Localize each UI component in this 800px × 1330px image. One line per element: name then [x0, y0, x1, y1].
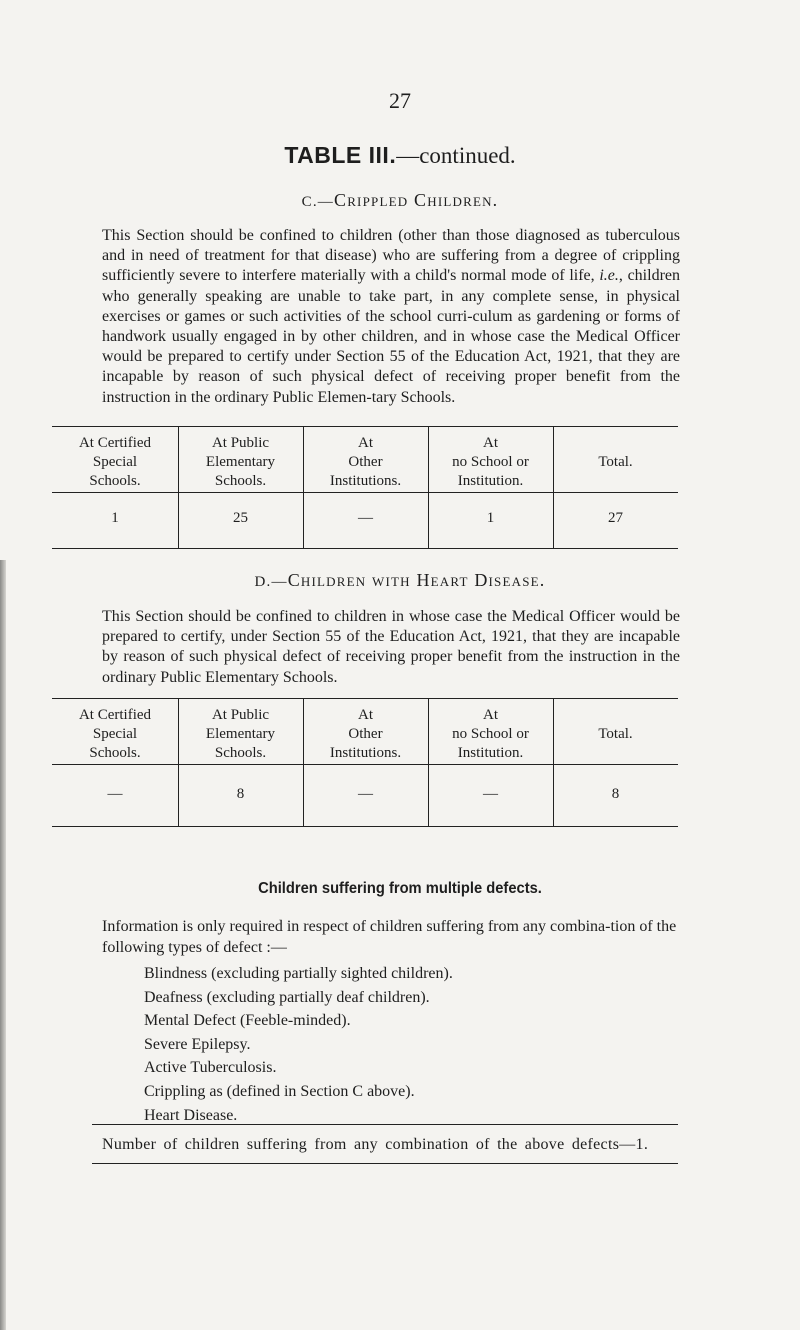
- section-c-text-part-1: This Section should be confined to children (other than those diagnosed as tuberculous and in need of treatment for that disease) who are suffering from a degree of crippling sufficiently severe to interfere materially with a child's normal mode of life,: [102, 227, 680, 285]
- table-heading: [0, 142, 800, 169]
- table-cell: 1: [111, 510, 119, 526]
- header-line: At: [483, 435, 498, 451]
- header-line: Other: [348, 454, 383, 470]
- defect-list: [144, 962, 453, 1127]
- table-cell: 27: [608, 510, 623, 526]
- scan-edge-shadow: [0, 560, 6, 1330]
- section-c-prefix: C.—: [301, 194, 334, 210]
- header-line: no School or: [452, 454, 529, 470]
- section-d-paragraph: This Section should be confined to children in whose case the Medical Officer would be prepared to certify, under Section 55 of the Education Act, 1921, that they are incapable by reason of such physical defect of receiving proper benefit from the instruction in the ordinary Public Elementary Schools.: [102, 608, 680, 686]
- multiple-defects-summary: Number of children suffering from any combination of the above defects—1.: [102, 1136, 649, 1153]
- page-number: 27: [389, 88, 411, 113]
- header-line: At: [358, 707, 373, 723]
- column-header-certified-special: [52, 706, 178, 763]
- section-d-table: [52, 698, 678, 828]
- table-cell: 25: [233, 510, 248, 526]
- column-header-certified-special: [52, 434, 178, 491]
- header-line: Institutions.: [329, 473, 402, 489]
- column-header-no-school: [428, 706, 553, 763]
- section-d-prefix: D.—: [254, 574, 288, 590]
- table-bottom-rule: [52, 548, 678, 549]
- table-divider: [553, 426, 554, 548]
- section-d-heading: [0, 570, 800, 591]
- header-line: Total.: [598, 454, 633, 470]
- list-item: Crippling as (defined in Section C above).: [144, 1082, 415, 1100]
- header-line: At: [483, 707, 498, 723]
- column-header-total: [553, 725, 678, 744]
- section-c-text-ie: i.e.: [599, 267, 619, 285]
- table-divider: [553, 698, 554, 826]
- table-cell: 8: [236, 786, 245, 802]
- header-line: Schools.: [214, 745, 267, 761]
- list-item: Severe Epilepsy.: [144, 1035, 251, 1053]
- multiple-defects-intro: [102, 916, 680, 958]
- table-cell: 8: [611, 786, 620, 802]
- header-line: At: [358, 435, 373, 451]
- list-item: Mental Defect (Feeble-minded).: [144, 1012, 351, 1030]
- section-d-title: Children with Heart Disease.: [287, 570, 546, 590]
- table-header-rule: [52, 764, 678, 765]
- column-header-public-elementary: [178, 706, 303, 763]
- header-line: Special: [92, 726, 138, 742]
- summary-top-rule: [92, 1124, 678, 1125]
- header-line: Schools.: [214, 473, 267, 489]
- column-header-no-school: [428, 434, 553, 491]
- list-item: Deafness (excluding partially deaf children).: [144, 988, 430, 1006]
- header-line: Institution.: [457, 473, 524, 489]
- header-line: Schools.: [89, 745, 141, 761]
- section-c-heading: [0, 190, 800, 211]
- column-header-other-institutions: [303, 706, 428, 763]
- table-cell: —: [483, 786, 498, 802]
- column-header-total: [553, 453, 678, 472]
- header-line: Schools.: [89, 473, 141, 489]
- header-line: Total.: [598, 726, 633, 742]
- section-c-paragraph: [102, 226, 680, 408]
- summary-bottom-rule: [92, 1163, 678, 1164]
- header-line: Institutions.: [329, 745, 402, 761]
- header-line: no School or: [452, 726, 529, 742]
- table-top-rule: [52, 698, 678, 699]
- table-cell: —: [107, 786, 123, 802]
- table-bottom-rule: [52, 826, 678, 827]
- table-cell: 1: [486, 510, 495, 526]
- section-c-title: Crippled Children.: [333, 190, 499, 210]
- list-item: Heart Disease.: [144, 1106, 238, 1124]
- header-line: Elementary: [205, 726, 276, 742]
- header-line: Institution.: [457, 745, 524, 761]
- section-c-table: [52, 426, 678, 550]
- table-heading-title: TABLE III.: [284, 142, 397, 168]
- header-line: At Certified: [78, 435, 152, 451]
- section-c-text-part-2: , children who generally speaking are unable to take part, in any complete sense, in physical exercises or games or such activities of the school curri-culum as gardening or forms of handwork usually engaged in by other children, and in whose case the Medical Officer would be prepared to certify under Section 55 of the Education Act, 1921, that they are incapable by reason of such physical defect of receiving proper benefit from the instruction in the ordinary Public Elemen-tary Schools.: [102, 267, 680, 406]
- table-heading-continued: —continued.: [396, 143, 516, 168]
- list-item: Active Tuberculosis.: [144, 1059, 277, 1077]
- column-header-other-institutions: [303, 434, 428, 491]
- header-line: Other: [348, 726, 383, 742]
- table-cell: —: [358, 510, 373, 526]
- list-item: Blindness (excluding partially sighted children).: [144, 965, 453, 982]
- intro-text: Information is only required in respect of children suffering from any combina-tion of the following types of defect :—: [102, 918, 677, 956]
- header-line: Special: [92, 454, 138, 470]
- header-line: At Public: [211, 435, 270, 451]
- table-header-rule: [52, 492, 678, 493]
- multiple-defects-heading: Children suffering from multiple defects.: [258, 880, 542, 897]
- table-top-rule: [52, 426, 678, 427]
- header-line: Elementary: [205, 454, 276, 470]
- table-cell: —: [358, 786, 373, 802]
- header-line: At Public: [211, 707, 270, 723]
- column-header-public-elementary: [178, 434, 303, 491]
- header-line: At Certified: [78, 707, 152, 723]
